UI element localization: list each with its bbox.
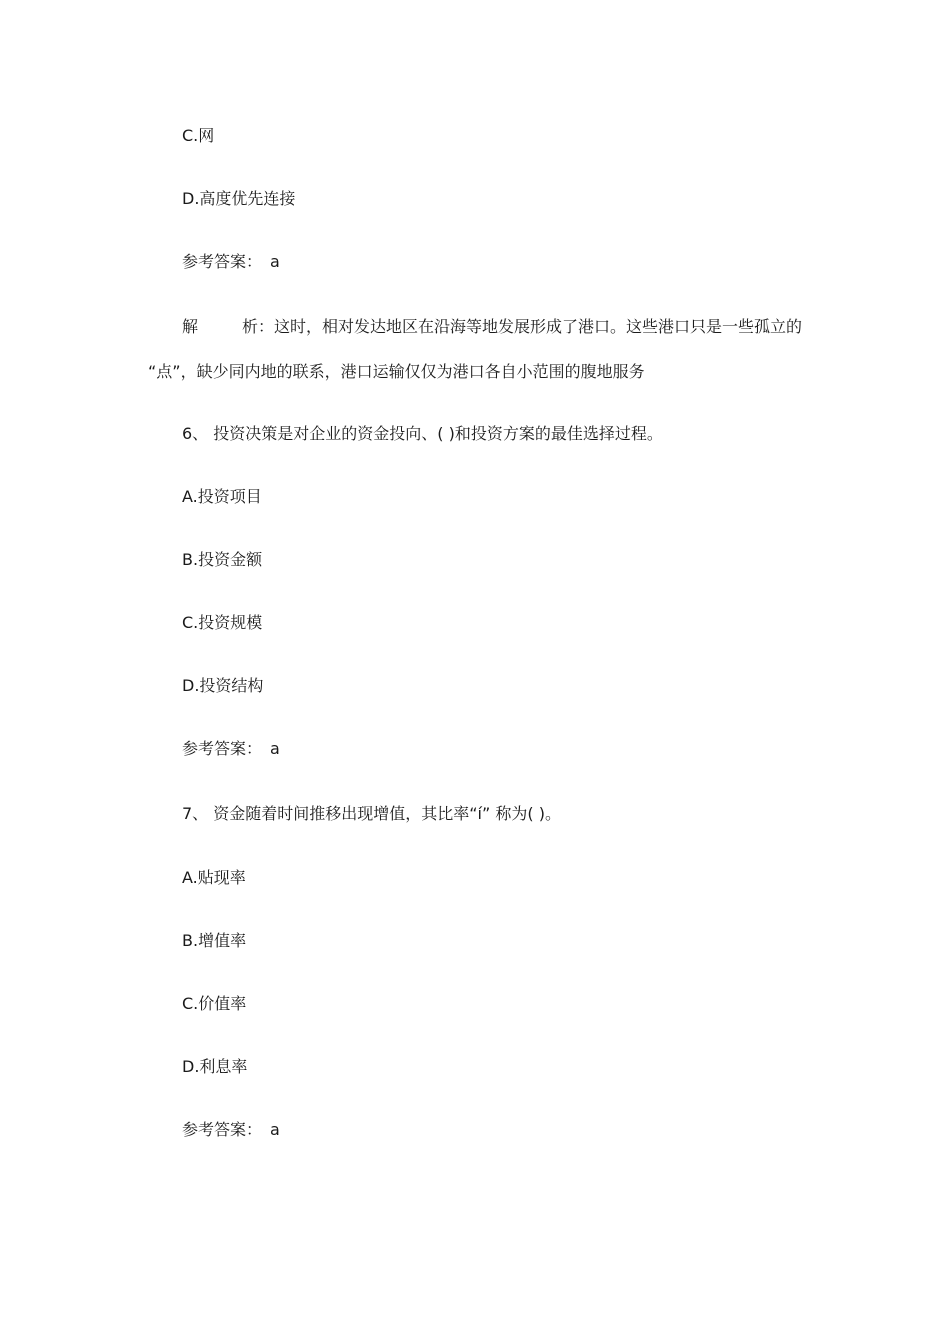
q5-option-d: D.高度优先连接 [182, 189, 296, 208]
q6-answer [182, 739, 280, 759]
q7-answer [182, 1120, 280, 1140]
answer-value: a [270, 1120, 280, 1139]
q7-option-d: D.利息率 [182, 1057, 248, 1076]
q7-option-b: B.增值率 [182, 931, 247, 950]
answer-label: 参考答案： [182, 739, 263, 758]
answer-label: 参考答案： [182, 252, 263, 271]
q5-answer [182, 252, 280, 272]
q7-question: 7、 资金随着时间推移出现增值，其比率“í” 称为( )。 [182, 804, 561, 823]
q6-option-c: C.投资规模 [182, 613, 263, 632]
q6-question: 6、 投资决策是对企业的资金投向、( )和投资方案的最佳选择过程。 [182, 424, 663, 443]
explanation-text: 这时，相对发达地区在沿海等地发展形成了港口。这些港口只是一些孤立的 [274, 317, 803, 336]
q6-option-b: B.投资金额 [182, 550, 263, 569]
q7-option-a: A.贴现率 [182, 868, 246, 887]
answer-value: a [270, 252, 280, 271]
q5-explanation-line1 [182, 317, 802, 337]
answer-label: 参考答案： [182, 1120, 263, 1139]
q5-option-c: C.网 [182, 126, 215, 145]
q6-option-d: D.投资结构 [182, 676, 264, 695]
q6-option-a: A.投资项目 [182, 487, 262, 506]
q7-option-c: C.价值率 [182, 994, 247, 1013]
explanation-sep: 析： [242, 317, 275, 336]
answer-value: a [270, 739, 280, 758]
q5-explanation-line2: “点”，缺少同内地的联系，港口运输仅仅为港口各自小范围的腹地服务 [148, 362, 645, 381]
explanation-label: 解 [182, 317, 199, 336]
